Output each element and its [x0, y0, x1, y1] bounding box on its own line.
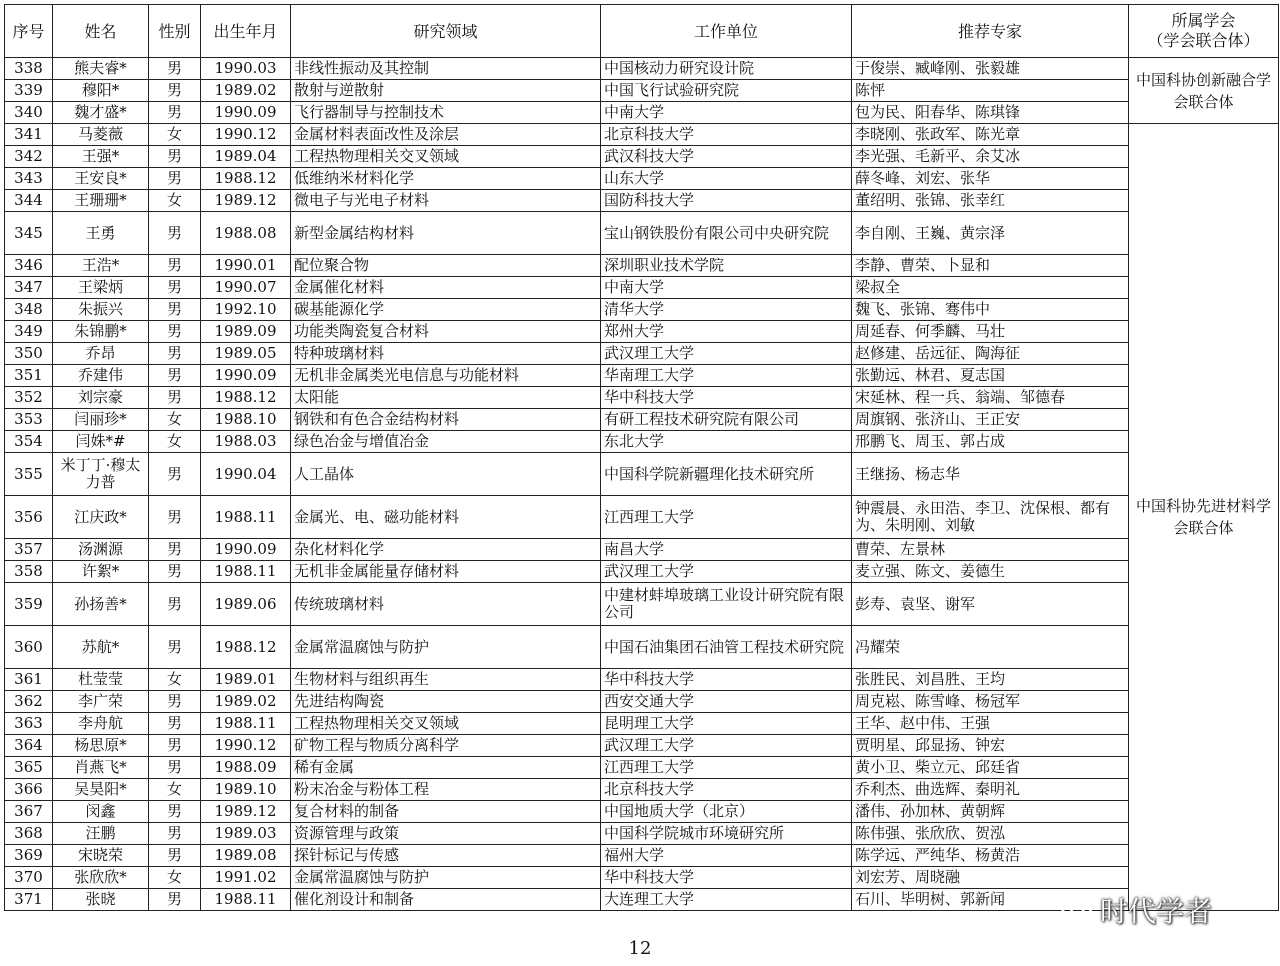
cell-birth: 1989.06	[201, 583, 291, 626]
cell-name: 闫姝*#	[53, 431, 149, 453]
cell-unit: 有研工程技术研究院有限公司	[601, 409, 852, 431]
cell-name: 王梁炳	[53, 277, 149, 299]
table-row	[5, 255, 1279, 277]
cell-name: 许絮*	[53, 561, 149, 583]
cell-birth: 1988.12	[201, 387, 291, 409]
table-row	[5, 343, 1279, 365]
table-row	[5, 713, 1279, 735]
cell-unit: 中国核动力研究设计院	[601, 58, 852, 80]
cell-experts: 梁叔全	[852, 277, 1129, 299]
cell-unit: 华中科技大学	[601, 387, 852, 409]
table-row	[5, 561, 1279, 583]
cell-name: 马菱薇	[53, 124, 149, 146]
header-field: 研究领域	[291, 5, 601, 58]
cell-experts: 宋延林、程一兵、翁端、邹德春	[852, 387, 1129, 409]
cell-field: 功能类陶瓷复合材料	[291, 321, 601, 343]
cell-birth: 1989.04	[201, 146, 291, 168]
cell-no: 348	[5, 299, 53, 321]
cell-no: 368	[5, 823, 53, 845]
cell-no: 342	[5, 146, 53, 168]
cell-no: 365	[5, 757, 53, 779]
cell-no: 369	[5, 845, 53, 867]
cell-gender: 男	[149, 168, 201, 190]
table-row	[5, 583, 1279, 626]
table-row	[5, 168, 1279, 190]
cell-experts: 王继扬、杨志华	[852, 453, 1129, 496]
cell-name: 王浩*	[53, 255, 149, 277]
watermark-text: 时代学者	[1100, 895, 1213, 928]
cell-no: 351	[5, 365, 53, 387]
header-society: 所属学会 （学会联合体）	[1129, 5, 1279, 58]
cell-field: 金属常温腐蚀与防护	[291, 626, 601, 669]
cell-birth: 1988.11	[201, 561, 291, 583]
cell-birth: 1989.05	[201, 343, 291, 365]
cell-birth: 1988.10	[201, 409, 291, 431]
cell-experts: 贾明星、邱显扬、钟宏	[852, 735, 1129, 757]
cell-experts: 陈伟强、张欣欣、贺泓	[852, 823, 1129, 845]
cell-unit: 武汉理工大学	[601, 735, 852, 757]
cell-name: 李广荣	[53, 691, 149, 713]
cell-unit: 深圳职业技术学院	[601, 255, 852, 277]
cell-no: 344	[5, 190, 53, 212]
cell-experts: 张胜民、刘昌胜、王均	[852, 669, 1129, 691]
cell-field: 低维纳米材料化学	[291, 168, 601, 190]
cell-unit: 清华大学	[601, 299, 852, 321]
cell-field: 资源管理与政策	[291, 823, 601, 845]
cell-name: 汤渊源	[53, 539, 149, 561]
cell-no: 367	[5, 801, 53, 823]
cell-gender: 男	[149, 561, 201, 583]
cell-gender: 男	[149, 539, 201, 561]
cell-experts: 邢鹏飞、周玉、郭占成	[852, 431, 1129, 453]
cell-name: 闫丽珍*	[53, 409, 149, 431]
cell-gender: 女	[149, 190, 201, 212]
table-row	[5, 669, 1279, 691]
cell-name: 杜莹莹	[53, 669, 149, 691]
header-experts: 推荐专家	[852, 5, 1129, 58]
table-row	[5, 212, 1279, 255]
header-row	[5, 5, 1279, 58]
cell-field: 复合材料的制备	[291, 801, 601, 823]
cell-name: 乔昂	[53, 343, 149, 365]
cell-name: 王珊珊*	[53, 190, 149, 212]
cell-birth: 1989.08	[201, 845, 291, 867]
table-row	[5, 496, 1279, 539]
cell-field: 粉末冶金与粉体工程	[291, 779, 601, 801]
cell-field: 钢铁和有色合金结构材料	[291, 409, 601, 431]
cell-unit: 中南大学	[601, 277, 852, 299]
cell-gender: 男	[149, 387, 201, 409]
cell-field: 人工晶体	[291, 453, 601, 496]
cell-gender: 男	[149, 321, 201, 343]
cell-gender: 男	[149, 365, 201, 387]
cell-birth: 1989.01	[201, 669, 291, 691]
cell-field: 工程热物理相关交叉领域	[291, 713, 601, 735]
cell-gender: 男	[149, 343, 201, 365]
cell-society: 中国科协创新融合学会联合体	[1129, 58, 1279, 124]
cell-gender: 男	[149, 277, 201, 299]
cell-field: 散射与逆散射	[291, 80, 601, 102]
cell-name: 魏才盛*	[53, 102, 149, 124]
cell-gender: 女	[149, 779, 201, 801]
cell-field: 太阳能	[291, 387, 601, 409]
cell-gender: 女	[149, 867, 201, 889]
cell-gender: 男	[149, 58, 201, 80]
table-row	[5, 409, 1279, 431]
cell-experts: 王华、赵中伟、王强	[852, 713, 1129, 735]
cell-experts: 董绍明、张锦、张幸红	[852, 190, 1129, 212]
cell-no: 366	[5, 779, 53, 801]
cell-no: 360	[5, 626, 53, 669]
cell-name: 孙扬善*	[53, 583, 149, 626]
cell-gender: 男	[149, 889, 201, 911]
cell-unit: 华南理工大学	[601, 365, 852, 387]
watermark	[1060, 890, 1212, 930]
cell-no: 364	[5, 735, 53, 757]
cell-gender: 男	[149, 496, 201, 539]
cell-unit: 中国地质大学（北京）	[601, 801, 852, 823]
cell-field: 金属催化材料	[291, 277, 601, 299]
cell-unit: 江西理工大学	[601, 757, 852, 779]
cell-no: 341	[5, 124, 53, 146]
cell-field: 配位聚合物	[291, 255, 601, 277]
cell-name: 江庆政*	[53, 496, 149, 539]
table-row	[5, 735, 1279, 757]
cell-name: 王安良*	[53, 168, 149, 190]
cell-experts: 黄小卫、柴立元、邱廷省	[852, 757, 1129, 779]
table-row	[5, 387, 1279, 409]
cell-unit: 东北大学	[601, 431, 852, 453]
cell-experts: 李晓刚、张政军、陈光章	[852, 124, 1129, 146]
cell-field: 无机非金属能量存储材料	[291, 561, 601, 583]
cell-experts: 周克崧、陈雪峰、杨冠军	[852, 691, 1129, 713]
cell-field: 矿物工程与物质分离科学	[291, 735, 601, 757]
cell-unit: 武汉科技大学	[601, 146, 852, 168]
wechat-icon	[1060, 893, 1094, 927]
cell-name: 乔建伟	[53, 365, 149, 387]
cell-birth: 1989.12	[201, 190, 291, 212]
cell-unit: 山东大学	[601, 168, 852, 190]
cell-name: 宋晓荣	[53, 845, 149, 867]
cell-field: 碳基能源化学	[291, 299, 601, 321]
cell-birth: 1988.08	[201, 212, 291, 255]
cell-birth: 1988.09	[201, 757, 291, 779]
table-row	[5, 626, 1279, 669]
cell-unit: 华中科技大学	[601, 867, 852, 889]
cell-no: 349	[5, 321, 53, 343]
cell-name: 王勇	[53, 212, 149, 255]
table-row	[5, 539, 1279, 561]
cell-unit: 中建材蚌埠玻璃工业设计研究院有限公司	[601, 583, 852, 626]
cell-birth: 1990.09	[201, 539, 291, 561]
cell-field: 杂化材料化学	[291, 539, 601, 561]
cell-gender: 男	[149, 735, 201, 757]
cell-gender: 男	[149, 255, 201, 277]
cell-gender: 男	[149, 691, 201, 713]
cell-field: 微电子与光电子材料	[291, 190, 601, 212]
cell-unit: 昆明理工大学	[601, 713, 852, 735]
cell-society: 中国科协先进材料学会联合体	[1129, 124, 1279, 911]
cell-name: 米丁丁·穆太力普	[53, 453, 149, 496]
cell-field: 催化剂设计和制备	[291, 889, 601, 911]
cell-unit: 中国科学院新疆理化技术研究所	[601, 453, 852, 496]
cell-experts: 乔利杰、曲选辉、秦明礼	[852, 779, 1129, 801]
cell-no: 356	[5, 496, 53, 539]
cell-unit: 武汉理工大学	[601, 343, 852, 365]
table-row	[5, 299, 1279, 321]
cell-experts: 李光强、毛新平、余艾冰	[852, 146, 1129, 168]
cell-no: 345	[5, 212, 53, 255]
cell-no: 363	[5, 713, 53, 735]
cell-name: 王强*	[53, 146, 149, 168]
cell-field: 非线性振动及其控制	[291, 58, 601, 80]
cell-no: 346	[5, 255, 53, 277]
cell-field: 先进结构陶瓷	[291, 691, 601, 713]
cell-field: 金属光、电、磁功能材料	[291, 496, 601, 539]
table-row	[5, 453, 1279, 496]
table-row	[5, 867, 1279, 889]
page-number: 12	[628, 938, 652, 959]
cell-birth: 1990.12	[201, 735, 291, 757]
cell-birth: 1989.02	[201, 691, 291, 713]
table-row	[5, 124, 1279, 146]
cell-name: 朱锦鹏*	[53, 321, 149, 343]
cell-no: 362	[5, 691, 53, 713]
cell-birth: 1990.09	[201, 102, 291, 124]
table-row	[5, 321, 1279, 343]
cell-no: 361	[5, 669, 53, 691]
cell-birth: 1988.12	[201, 168, 291, 190]
cell-experts: 包为民、阳春华、陈琪锋	[852, 102, 1129, 124]
cell-name: 熊夫睿*	[53, 58, 149, 80]
cell-name: 刘宗豪	[53, 387, 149, 409]
table-row	[5, 431, 1279, 453]
cell-unit: 中国科学院城市环境研究所	[601, 823, 852, 845]
cell-birth: 1990.07	[201, 277, 291, 299]
cell-birth: 1990.01	[201, 255, 291, 277]
cell-experts: 薛冬峰、刘宏、张华	[852, 168, 1129, 190]
cell-birth: 1988.11	[201, 496, 291, 539]
cell-experts: 潘伟、孙加林、黄朝辉	[852, 801, 1129, 823]
table-row	[5, 102, 1279, 124]
cell-unit: 中南大学	[601, 102, 852, 124]
cell-unit: 南昌大学	[601, 539, 852, 561]
table-row	[5, 691, 1279, 713]
cell-no: 350	[5, 343, 53, 365]
cell-birth: 1989.09	[201, 321, 291, 343]
cell-experts: 刘宏芳、周晓融	[852, 867, 1129, 889]
cell-gender: 男	[149, 453, 201, 496]
cell-birth: 1990.04	[201, 453, 291, 496]
cell-gender: 男	[149, 801, 201, 823]
cell-field: 绿色冶金与增值冶金	[291, 431, 601, 453]
table-row	[5, 365, 1279, 387]
table-row	[5, 146, 1279, 168]
table-row	[5, 823, 1279, 845]
header-unit: 工作单位	[601, 5, 852, 58]
cell-no: 338	[5, 58, 53, 80]
cell-birth: 1989.03	[201, 823, 291, 845]
cell-experts: 彭寿、袁坚、谢军	[852, 583, 1129, 626]
cell-unit: 中国飞行试验研究院	[601, 80, 852, 102]
cell-no: 340	[5, 102, 53, 124]
table-row	[5, 845, 1279, 867]
cell-gender: 男	[149, 823, 201, 845]
table-row	[5, 757, 1279, 779]
cell-unit: 郑州大学	[601, 321, 852, 343]
cell-no: 359	[5, 583, 53, 626]
cell-birth: 1988.03	[201, 431, 291, 453]
cell-gender: 男	[149, 626, 201, 669]
cell-birth: 1991.02	[201, 867, 291, 889]
cell-birth: 1989.02	[201, 80, 291, 102]
cell-gender: 男	[149, 845, 201, 867]
cell-gender: 男	[149, 80, 201, 102]
cell-field: 新型金属结构材料	[291, 212, 601, 255]
cell-unit: 北京科技大学	[601, 779, 852, 801]
table-row	[5, 801, 1279, 823]
cell-name: 闵鑫	[53, 801, 149, 823]
cell-experts: 李静、曹荣、卜显和	[852, 255, 1129, 277]
header-name: 姓名	[53, 5, 149, 58]
cell-gender: 女	[149, 409, 201, 431]
cell-field: 无机非金属类光电信息与功能材料	[291, 365, 601, 387]
cell-name: 穆阳*	[53, 80, 149, 102]
cell-experts: 周延春、何季麟、马壮	[852, 321, 1129, 343]
cell-no: 358	[5, 561, 53, 583]
cell-experts: 周旗钢、张济山、王正安	[852, 409, 1129, 431]
cell-name: 张晓	[53, 889, 149, 911]
cell-name: 肖燕飞*	[53, 757, 149, 779]
cell-experts: 张勤远、林君、夏志国	[852, 365, 1129, 387]
cell-no: 353	[5, 409, 53, 431]
cell-birth: 1989.10	[201, 779, 291, 801]
cell-no: 352	[5, 387, 53, 409]
cell-experts: 于俊崇、臧峰刚、张毅雄	[852, 58, 1129, 80]
cell-birth: 1990.12	[201, 124, 291, 146]
cell-experts: 麦立强、陈文、姜德生	[852, 561, 1129, 583]
cell-birth: 1992.10	[201, 299, 291, 321]
cell-gender: 男	[149, 299, 201, 321]
cell-no: 357	[5, 539, 53, 561]
table-body	[5, 58, 1279, 911]
cell-gender: 男	[149, 713, 201, 735]
table-row	[5, 58, 1279, 80]
cell-experts: 钟震晨、永田浩、李卫、沈保根、都有为、朱明刚、刘敏	[852, 496, 1129, 539]
cell-gender: 男	[149, 212, 201, 255]
cell-unit: 武汉理工大学	[601, 561, 852, 583]
cell-name: 苏航*	[53, 626, 149, 669]
cell-gender: 女	[149, 124, 201, 146]
cell-no: 370	[5, 867, 53, 889]
cell-field: 稀有金属	[291, 757, 601, 779]
table-row	[5, 779, 1279, 801]
cell-unit: 福州大学	[601, 845, 852, 867]
cell-experts: 赵修建、岳远征、陶海征	[852, 343, 1129, 365]
cell-name: 杨思原*	[53, 735, 149, 757]
cell-gender: 女	[149, 431, 201, 453]
cell-gender: 女	[149, 669, 201, 691]
header-gender: 性别	[149, 5, 201, 58]
cell-name: 吴昊阳*	[53, 779, 149, 801]
cell-birth: 1990.03	[201, 58, 291, 80]
cell-no: 347	[5, 277, 53, 299]
cell-experts: 石川、毕明树、郭新闻	[852, 889, 1129, 911]
table-row	[5, 80, 1279, 102]
cell-birth: 1990.09	[201, 365, 291, 387]
cell-birth: 1989.12	[201, 801, 291, 823]
cell-field: 金属材料表面改性及涂层	[291, 124, 601, 146]
cell-gender: 男	[149, 102, 201, 124]
cell-no: 339	[5, 80, 53, 102]
cell-field: 传统玻璃材料	[291, 583, 601, 626]
cell-experts: 魏飞、张锦、骞伟中	[852, 299, 1129, 321]
cell-gender: 男	[149, 146, 201, 168]
cell-field: 生物材料与组织再生	[291, 669, 601, 691]
cell-birth: 1988.11	[201, 713, 291, 735]
cell-no: 355	[5, 453, 53, 496]
cell-unit: 国防科技大学	[601, 190, 852, 212]
cell-birth: 1988.11	[201, 889, 291, 911]
cell-name: 汪鹏	[53, 823, 149, 845]
candidate-table	[4, 4, 1279, 911]
cell-field: 飞行器制导与控制技术	[291, 102, 601, 124]
cell-unit: 宝山钢铁股份有限公司中央研究院	[601, 212, 852, 255]
cell-field: 工程热物理相关交叉领域	[291, 146, 601, 168]
cell-unit: 江西理工大学	[601, 496, 852, 539]
header-birth: 出生年月	[201, 5, 291, 58]
cell-field: 金属常温腐蚀与防护	[291, 867, 601, 889]
cell-field: 探针标记与传感	[291, 845, 601, 867]
cell-name: 朱振兴	[53, 299, 149, 321]
cell-experts: 李自刚、王巍、黄宗泽	[852, 212, 1129, 255]
cell-name: 张欣欣*	[53, 867, 149, 889]
cell-unit: 大连理工大学	[601, 889, 852, 911]
cell-birth: 1988.12	[201, 626, 291, 669]
cell-unit: 北京科技大学	[601, 124, 852, 146]
cell-experts: 陈学远、严纯华、杨黄浩	[852, 845, 1129, 867]
cell-gender: 男	[149, 583, 201, 626]
cell-experts: 冯耀荣	[852, 626, 1129, 669]
cell-no: 371	[5, 889, 53, 911]
cell-experts: 曹荣、左景林	[852, 539, 1129, 561]
cell-gender: 男	[149, 757, 201, 779]
table-row	[5, 190, 1279, 212]
cell-field: 特种玻璃材料	[291, 343, 601, 365]
cell-no: 343	[5, 168, 53, 190]
cell-experts: 陈怦	[852, 80, 1129, 102]
cell-unit: 华中科技大学	[601, 669, 852, 691]
header-no: 序号	[5, 5, 53, 58]
cell-unit: 中国石油集团石油管工程技术研究院	[601, 626, 852, 669]
cell-unit: 西安交通大学	[601, 691, 852, 713]
cell-no: 354	[5, 431, 53, 453]
cell-name: 李舟航	[53, 713, 149, 735]
table-row	[5, 277, 1279, 299]
